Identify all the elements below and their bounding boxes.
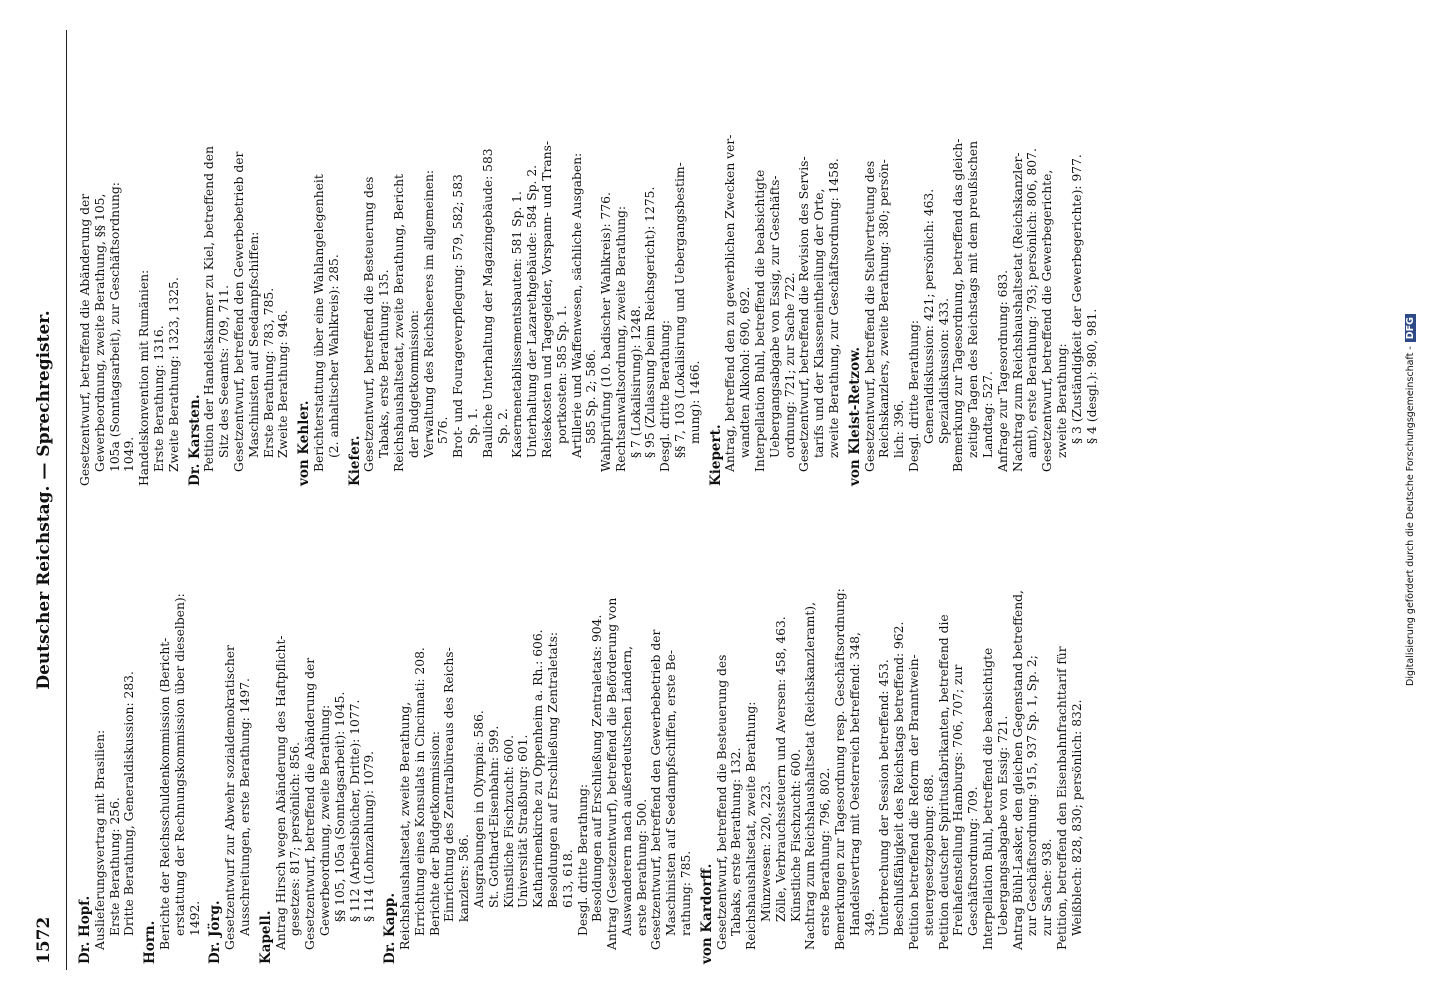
register-line: gesetzes: 817; persönlich: 856.: [288, 741, 303, 936]
register-line: St. Gotthard-Eisenbahn: 599.: [486, 725, 501, 908]
register-line: Gesetzentwurf, betreffend den Gewerbebetrieb der: [649, 629, 664, 950]
dfg-credit: [1405, 0, 1419, 1000]
register-line: erste Berathung: 500.: [634, 798, 649, 936]
register-line: Wahlprüfung (10. badischer Wahlkreis): 776.: [599, 192, 614, 472]
register-line: Gesetzentwurf zur Abwehr sozialdemokratischer: [223, 645, 238, 950]
speaker-name: Horn.: [142, 920, 159, 964]
register-line: Katharinenkirche zu Oppenheim a. Rh.: 606.: [531, 629, 546, 908]
register-entry: [297, 34, 341, 486]
register-line: Rechtsanwaltsordnung, zweite Berathung:: [613, 205, 628, 472]
register-line: rathung: 785.: [679, 850, 694, 936]
dfg-logo: DFG: [1405, 314, 1416, 342]
register-entry: [78, 512, 137, 964]
register-entry: [700, 512, 1085, 964]
register-line: Unterbrechung der Session betreffend: 453.: [877, 659, 892, 936]
register-line: portkosten: 585 Sp. 1.: [554, 305, 569, 444]
speaker-name: von Kleist-Retzow.: [846, 346, 863, 486]
register-line: Gesetzentwurf, betreffend die Gewerbegerichte,: [1040, 169, 1055, 472]
register-line: 105a (Sonntagsarbeit), zur Geschäftsordnung:: [107, 182, 122, 472]
register-line: Gesetzentwurf, betreffend den Gewerbebetrieb der: [231, 151, 246, 472]
register-line: erste Berathung: 796, 802.: [818, 767, 833, 936]
register-line: Geschäftsordnung: 709.: [966, 786, 981, 936]
register-line: Handelskonvention mit Rumänien:: [137, 269, 152, 486]
register-line: Besoldungen auf Erschließung Zentraletats: 904.: [590, 614, 605, 922]
register-line: Gesetzentwurf, betreffend die Abänderung der: [303, 657, 318, 950]
register-line: Maschinisten auf Seedampfschiffen, erste Be-: [664, 649, 679, 936]
right-column: [78, 34, 1105, 486]
register-line: Kasernenetablissementsbauten: 581 Sp. 1.: [510, 191, 525, 458]
register-line: Zweite Berathung: 1323, 1325.: [166, 277, 181, 472]
register-entry: [143, 512, 202, 964]
register-line: Weißblech: 828, 830; persönlich: 832.: [1069, 699, 1084, 936]
register-line: Freihafenstellung Hamburgs: 706, 707; zur: [951, 664, 966, 936]
register-line: Zölle, Verbrauchssteuern und Aversen: 458, 463.: [773, 616, 788, 922]
register-line: Antrag, betreffend den zu gewerblichen Zwecken ver-: [723, 134, 738, 472]
register-line: Petition betreffend die Reform der Branntwein-: [907, 654, 922, 950]
register-line: Reichshaushaltsetat, zweite Berathung,: [397, 701, 412, 950]
register-entry: [383, 512, 694, 964]
register-line: Ausgrabungen in Olympia: 586.: [471, 710, 486, 908]
register-line: Landtag: 527.: [981, 371, 996, 458]
register-line: Gesetzentwurf, betreffend die Revision des Servis-: [797, 156, 812, 472]
register-line: Tabaks, erste Berathung: 132.: [729, 747, 744, 936]
page-header: [26, 30, 67, 970]
register-line: Artillerie und Waffenwesen, sächliche Ausgaben:: [569, 152, 584, 458]
register-line: Petition deutscher Spiritusfabrikanten, betreffend die: [936, 614, 951, 950]
register-line: zur Sache: 938.: [1040, 838, 1055, 936]
register-line: ordnung: 721; zur Sache 722.: [782, 272, 797, 458]
register-line: wandten Alkohol: 690, 692.: [738, 286, 753, 458]
register-line: der Budgetkommission:: [406, 310, 421, 458]
speaker-name: Kiepert.: [707, 424, 724, 486]
speaker-name: Kapell.: [257, 910, 274, 964]
page-title: Deutscher Reichstag. — Sprechregister.: [34, 310, 54, 690]
register-line: Gesetzentwurf, betreffend die Stellvertretung des: [862, 160, 877, 472]
register-line: Gesetzentwurf, betreffend die Abänderung der: [78, 193, 92, 486]
register-line: Verwaltung des Reichsheeres im allgemeinen:: [421, 169, 436, 458]
register-line: tarifs und der Klasseneintheilung der Orte,: [812, 188, 827, 458]
register-line: § 7 (Lokalisirung): 1248.: [628, 305, 643, 458]
register-line: 349.: [862, 908, 877, 936]
register-line: Besoldungen auf Erschließung Zentraletats:: [545, 631, 560, 908]
credit-text: Digitalisierung gefördert durch die Deutsche Forschungsgemeinschaft -: [1405, 346, 1416, 686]
register-line: Reichshaushaltsetat, zweite Berathung, Bericht: [391, 174, 406, 472]
register-line: Sp. 2.: [495, 408, 510, 444]
register-line: Uebergangsabgabe von Essig, zur Geschäfts-: [767, 175, 782, 458]
register-line: Reisekosten und Tagegelder, Vorspann- und Trans-: [539, 140, 554, 458]
register-line: Antrag Bühl-Lasker, den gleichen Gegenstand betreffend,: [1010, 590, 1025, 950]
register-line: erstattung der Rechnungskommission über dieselben):: [172, 593, 187, 936]
register-entry: [348, 34, 703, 486]
register-line: Auslieferungsvertrag mit Brasilien:: [92, 729, 107, 950]
register-line: Nachtrag zum Reichshaushaltsetat (Reichskanzleramt),: [803, 602, 818, 950]
register-line: Desgl. dritte Berathung:: [575, 783, 590, 936]
register-line: lich: 396.: [892, 399, 907, 458]
register-line: Beschlußfähigkeit des Reichstags betreffend: 962.: [892, 621, 907, 936]
register-line: Unterhaltung der Lazarethgebäude: 584 Sp. 2.: [525, 164, 540, 458]
register-line: § 4 (desgl.): 980, 981.: [1084, 308, 1099, 444]
register-line: Erste Berathung: 783, 785.: [261, 287, 276, 458]
register-line: Zweite Berathung: 946.: [276, 310, 291, 458]
register-line: 1049.: [122, 436, 137, 472]
register-line: amt), erste Berathung: 793; persönlich: 806, 807.: [1025, 148, 1040, 458]
register-line: § 3 (Zuständigkeit der Gewerbegerichte): 977.: [1069, 154, 1084, 444]
register-line: Bemerkungen zur Tagesordnung resp. Geschäftsordnung:: [833, 588, 848, 950]
register-line: Antrag (Gesetzentwurf), betreffend die Beförderung von: [605, 597, 620, 950]
register-line: Reichshaushaltsetat, zweite Berathung:: [744, 701, 759, 950]
register-line: 585 Sp. 2; 586.: [584, 349, 599, 444]
register-line: Gesetzentwurf, betreffend die Besteuerung des: [714, 654, 729, 950]
register-line: § 114 (Lohnzahlung): 1079.: [362, 750, 377, 922]
speaker-name: Dr. Hopf.: [77, 895, 93, 964]
register-line: Gesetzentwurf, betreffend die Besteuerung des: [362, 176, 377, 472]
register-line: Sp. 1.: [465, 408, 480, 444]
register-entry: [78, 34, 182, 486]
register-line: Spezialdiskussion: 433.: [936, 297, 951, 444]
register-line: §§ 105, 105a (Sonntagsarbeit): 1045.: [332, 691, 347, 922]
left-column: [78, 512, 1091, 964]
register-line: Maschinisten auf Seedampfschiffen:: [246, 231, 261, 458]
register-line: Antrag Hirsch wegen Abänderung des Haftpflicht-: [273, 635, 288, 950]
register-entry: [848, 34, 1100, 486]
register-line: Handelsvertrag mit Oesterreich betreffend: 348,: [847, 632, 862, 936]
register-line: Desgl. dritte Berathung:: [658, 319, 673, 472]
register-line: §§ 7, 103 (Lokalisirung und Uebergangsbestim-: [673, 162, 688, 458]
register-entry: [709, 34, 842, 486]
register-line: zeitige Tagen des Reichstags mit dem preußischen: [966, 140, 981, 458]
register-line: Künstliche Fischzucht: 600.: [788, 748, 803, 922]
speaker-name: Dr. Kapp.: [382, 892, 399, 964]
register-line: Uebergangsabgabe von Essig: 721.: [995, 715, 1010, 936]
register-line: Dritte Berathung, Generaldiskussion: 283.: [122, 671, 137, 936]
register-line: 613, 618.: [560, 849, 575, 908]
register-line: Nachtrag zum Reichshaushaltsetat (Reichskanzler-: [1010, 152, 1025, 472]
register-line: Gewerbeordnung, zweite Berathung:: [317, 704, 332, 936]
page-sheet: [26, 30, 1406, 970]
speaker-name: Dr. Karsten.: [186, 394, 203, 486]
register-line: Berichte der Reichsschuldenkommission (Bericht-: [157, 637, 172, 950]
register-line: Tabaks, erste Berathung: 135.: [377, 269, 392, 458]
register-line: Desgl. dritte Berathung:: [907, 319, 922, 472]
register-line: Reichskanzlers, zweite Berathung: 380; persön-: [877, 159, 892, 458]
register-line: Bauliche Unterhaltung der Magazingebäude: 583: [480, 148, 495, 458]
register-line: kanzlers: 586.: [457, 833, 472, 922]
register-line: Petition, betreffend den Eisenbahnfrachttarif für: [1055, 646, 1069, 950]
register-line: 1492.: [187, 900, 202, 936]
register-line: Berichterstattung über eine Wahlangelegenheit: [311, 174, 326, 472]
speaker-name: Kiefer.: [346, 435, 363, 486]
register-line: zweite Berathung:: [1055, 343, 1069, 458]
register-line: zweite Berathung, zur Geschäftsordnung: 1458.: [827, 158, 842, 458]
register-line: Universität Straßburg: 601.: [516, 734, 531, 908]
register-line: Generaldiskussion: 421; persönlich: 463.: [921, 188, 936, 444]
speaker-name: Dr. Jörg.: [207, 900, 224, 964]
register-line: Ausschreitungen, erste Berathung: 1497.: [237, 678, 252, 936]
register-line: Sitz des Seeamts: 709, 711.: [217, 285, 232, 458]
register-line: Errichtung eines Konsulats in Cincinnati: 208.: [412, 647, 427, 936]
register-line: Interpellation Buhl, betreffend die beabsichtigte: [753, 169, 768, 472]
register-entry: [188, 34, 292, 486]
register-line: Anfrage zur Tagesordnung: 683.: [995, 269, 1010, 472]
register-line: § 95 (Zulassung beim Reichsgericht): 1275.: [643, 186, 658, 458]
register-line: Auswanderern nach außerdeutschen Ländern,: [619, 646, 634, 936]
register-line: § 112 (Arbeitsbücher, Dritte): 1077.: [347, 699, 362, 922]
speaker-name: von Kardorff.: [698, 863, 715, 964]
register-line: mung): 1466.: [687, 360, 702, 444]
register-line: Erste Berathung: 256.: [107, 797, 122, 936]
register-line: (2. anhaltischer Wahlkreis): 285.: [326, 254, 341, 458]
register-line: Brot- und Fourageverpflegung: 579, 582; 583: [451, 174, 466, 458]
register-line: steuergesetzgebung: 688.: [921, 774, 936, 936]
register-line: Bemerkung zur Tagesordnung, betreffend das gleich-: [951, 138, 966, 472]
register-line: Münzwesen: 220, 223.: [759, 781, 774, 922]
register-line: Gewerbeordnung, zweite Berathung, §§ 105,: [92, 193, 107, 472]
register-line: 576.: [436, 416, 451, 444]
register-line: Erste Berathung: 1316.: [151, 325, 166, 472]
register-line: Einrichtung des Zentralbüreaus des Reichs-: [442, 647, 457, 922]
page-number: 1572: [34, 916, 54, 964]
register-line: Petition der Handelskammer zu Kiel, betreffend den: [202, 146, 217, 472]
register-line: Künstliche Fischzucht: 600.: [501, 734, 516, 908]
register-entry: [208, 512, 252, 964]
register-line: zur Geschäftsordnung: 915, 937 Sp. 1, Sp. 2;: [1025, 655, 1040, 936]
register-line: Berichte der Budgetkommission:: [427, 730, 442, 936]
register-entry: [259, 512, 377, 964]
register-line: Interpellation Buhl, betreffend die beabsichtigte: [981, 647, 996, 950]
speaker-name: von Kehler.: [296, 400, 313, 486]
